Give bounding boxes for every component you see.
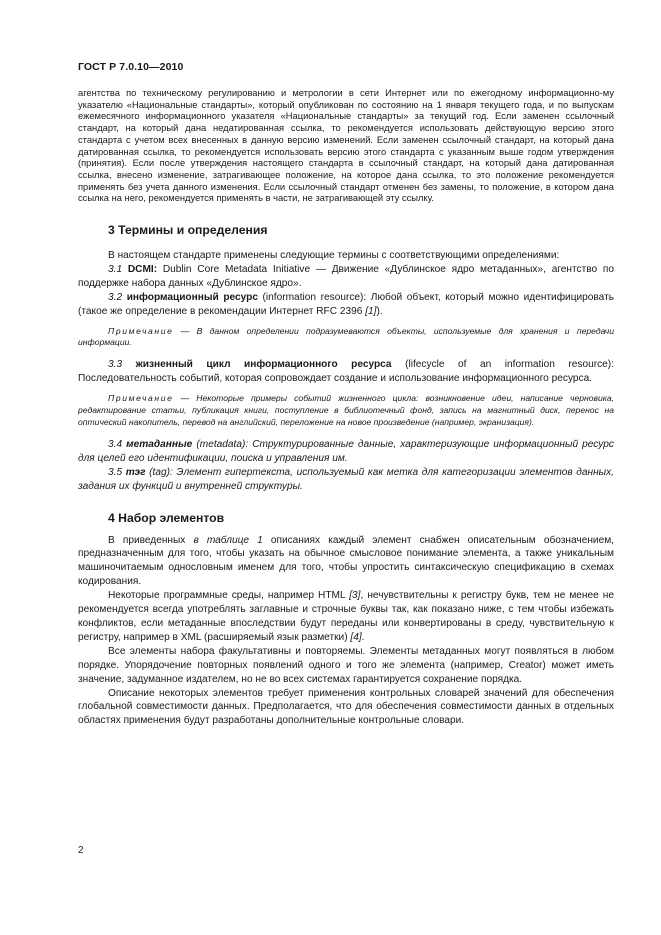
section-4-paragraph-2 — [78, 589, 614, 645]
section-3-lead: В настоящем стандарте применены следующие термины с соответствующими определениями: — [108, 250, 560, 262]
term-definition: (lifecycle of an information resource): Последовательность событий, которая сопровождает создание и использование информационного ресурса. — [78, 359, 614, 385]
section-4-paragraph-1 — [78, 534, 614, 590]
term-3-3 — [78, 358, 614, 386]
note-text: — Некоторые примеры событий жизненного цикла: возникновение идеи, написание черновика, редактирование статьи, публикация книги, поступление в библиотечный фонд, запись на магнитный диск, перенос на оптический накопитель, перевод на английский, переложение на новое произведение (например, экранизация). — [78, 393, 614, 427]
page-number: 2 — [78, 845, 84, 856]
term-number: 3.4 — [108, 438, 127, 450]
term-3-4 — [78, 438, 614, 466]
page-content — [78, 88, 614, 728]
note-label: Примечание — [108, 393, 174, 404]
intro-paragraph: агентства по техническому регулированию и метрологии в сети Интернет или по ежегодному информационно-му указателю «Национальные стандарты», который опубликован по состоянию на 1 января текущего года, и по выпускам ежемесячного информационного указателя «Национальные стандарты» за текущий год. Если заменен ссылочный стандарт, на который дана недатированная ссылка, то рекомендуется использовать действующую версию этого стандарта с учетом всех внесенных в данную версию изменений. Если заменен ссылочный стандарт, на который дана датированная ссылка, то рекомендуется использовать версию этого стандарта с указанным выше годом утверждения (принятия). Если после утверждения настоящего стандарта в ссылочный стандарт, на который дана датированная ссылка, внесено изменение, затрагивающее положение, на которое дана ссылка, то это положение рекомендуется применять без учета данного изменения. Если ссылочный стандарт отменен без замены, то положение, в котором дана ссылка на него, рекомендуется применять в части, не затрагивающей эту ссылку. — [78, 88, 614, 204]
section-3-heading: 3 Термины и определения — [108, 223, 268, 238]
term-name: информационный ресурс — [126, 291, 258, 303]
term-definition-end: ). — [376, 305, 383, 317]
section-4-heading: 4 Набор элементов — [108, 510, 225, 525]
note-label: Примечание — [108, 325, 174, 336]
paragraph-text: , нечувствительны к регистру букв, тем не менее не рекомендуется всегда употреблять заглавные и строчные буквы так, как показано ниже, с тем чтобы избежать конфликтов, если метаданные впоследствии будут переданы или конвертированы в среду, чувствительную к регистру, например в XML (расширяемый язык разметки) — [78, 590, 615, 643]
term-definition: (metadata): Структурированные данные, характеризующие информационный ресурс для целей его идентификации, поиска и управления им. — [78, 438, 614, 464]
term-number: 3.2 — [108, 291, 127, 303]
term-definition: (information resource): Любой объект, который можно идентифицировать (такое же определение в рекомендации Интернет RFC 2396 — [78, 291, 614, 317]
term-name: жизненный цикл информационного ресурса — [135, 359, 392, 371]
term-name: метаданные — [126, 438, 193, 450]
note-text: — В данном определении подразумеваются объекты, используемые для хранения и передачи информации. — [78, 325, 614, 348]
reference-link: [1] — [365, 305, 377, 317]
paragraph-text: В приведенных — [108, 534, 194, 546]
note-2 — [78, 393, 614, 429]
term-name: тэг — [125, 466, 146, 478]
term-definition: Dublin Core Metadata Initiative — Движение «Дублинское ядро метаданных», агентство по поддержке набора данных «Дублинское ядро». — [78, 263, 614, 289]
paragraph-text: описаниях каждый элемент снабжен описательным обозначением, предназначенным для того, чтобы указать на обычное смысловое понимание элемента, а также уникальным машиночитаемым однословным именем для того, чтобы упростить синтаксическую спецификацию в схемах кодирования. — [78, 534, 614, 588]
term-3-1 — [78, 263, 614, 291]
term-number: 3.1 — [108, 263, 128, 275]
term-3-2 — [78, 291, 614, 319]
paragraph-text: Некоторые программные среды, например HTML — [108, 590, 350, 602]
term-name: DCMI: — [127, 263, 158, 275]
term-number: 3.3 — [108, 359, 136, 371]
term-definition: (tag): Элемент гипертекста, используемый как метка для категоризации элементов данных, задания их функций и внутренней структуры. — [78, 466, 614, 492]
table-reference: в таблице 1 — [193, 534, 263, 546]
note-1 — [78, 326, 614, 350]
paragraph-text: . — [361, 631, 365, 643]
section-4-paragraph-4: Описание некоторых элементов требует применения контрольных словарей значений для обеспечения глобальной совместимости данных. Предполагается, что для обеспечения совместимости данных в отдельных областях применения будут разработаны дополнительные контрольные словари. — [78, 687, 614, 727]
term-3-5 — [78, 466, 614, 494]
reference-link: [3] — [349, 590, 361, 602]
reference-link: [4] — [350, 631, 362, 643]
term-number: 3.5 — [108, 466, 126, 478]
document-header: ГОСТ Р 7.0.10—2010 — [78, 61, 184, 73]
section-4-paragraph-3: Все элементы набора факультативны и повторяемы. Элементы метаданных могут появляться в любом порядке. Упорядочение повторных появлений одного и того же элемента (например, Creator) может иметь значение, задуманное издателем, но не во всех системах гарантируется сохранение порядка. — [78, 645, 614, 685]
